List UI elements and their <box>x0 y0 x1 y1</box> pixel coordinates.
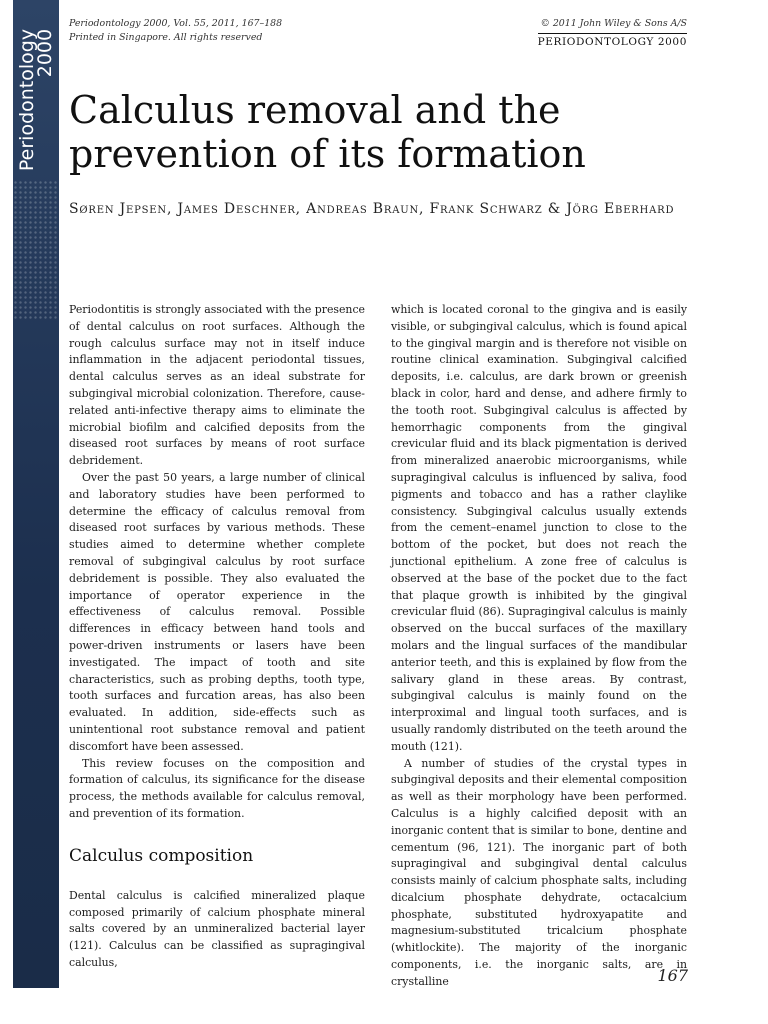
section-heading: Calculus composition <box>69 845 254 866</box>
citation: Periodontology 2000, Vol. 55, 2011, 167–188 <box>69 18 283 29</box>
left-column <box>69 302 365 972</box>
paragraph: which is located coronal to the gingiva and is easily visible, or subgingival calculus, which is found apical to the gingival margin and is therefore not visible on routine clinical examination. Subgingival calcified deposits, i.e. calculus, are dark brown or greenish black in color, hard and dense, and adhere firmly to the tooth root. Subgingival calculus is affected by hemorrhagic components from the gingival crevicular fluid and its black pigmentation is derived from mineralized anaerobic microorganisms, while supragingival calculus is influenced by saliva, food pigments and tobacco and has a rather claylike consistency. Subgingival calculus usually extends from the cement–enamel junction to close to the bottom of the pocket, but does not reach the junctional epithelium. A zone free of calculus is observed at the base of the pocket due to the fact that plaque growth is inhibited by the gingival crevicular fluid (86). Supragingival calculus is mainly observed on the buccal surfaces of the maxillary molars and the lingual surfaces of the mandibular anterior teeth, and this is explained by flow from the salivary gland in these areas. By contrast, subgingival calculus is mainly found on the interproximal and lingual tooth surfaces, and is usually randomly distributed on the teeth around the mouth (121). <box>391 303 687 753</box>
paragraph: Periodontitis is strongly associated with the presence of dental calculus on root surfaces. Although the rough calculus surface may not in itself induce inflammation in the adjacent periodontal tissues, dental calculus serves as an ideal substrate for subgingival microbial colonization. Therefore, cause-related anti-infective therapy aims to eliminate the microbial biofilm and calcified deposits from the diseased root surfaces by means of root surface debridement. <box>69 303 365 468</box>
page-number: 167 <box>657 966 688 985</box>
sidebar-halftone-pattern <box>13 180 59 320</box>
right-column <box>391 302 687 991</box>
printed-note: Printed in Singapore. All rights reserved <box>69 32 263 43</box>
paragraph: This review focuses on the composition and formation of calculus, its significance for the disease process, the methods available for calculus removal, and prevention of its formation. <box>69 756 365 820</box>
journal-brand <box>15 28 56 172</box>
paragraph: A number of studies of the crystal types in subgingival deposits and their elemental composition as well as their morphology have been performed. Calculus is a highly calcified deposit with an inorganic content that is similar to bone, dentine and cementum (96, 121). The inorganic part of both supragingival and subgingival dental calculus consists mainly of calcium phosphate salts, including dicalcium phosphate dehydrate, octacalcium phosphate, substituted hydroxyapatite and magnesium-substituted tricalcium phosphate (whitlockite). The majority of the inorganic components, i.e. the inorganic salts, are in crystalline <box>391 756 687 988</box>
paragraph: Over the past 50 years, a large number of clinical and laboratory studies have been performed to determine the efficacy of calculus removal from diseased root surfaces by various methods. These studies aimed to determine whether complete removal of subgingival calculus by root surface debridement is possible. They also evaluated the importance of operator experience in the effectiveness of calculus removal. Possible differences in efficacy between hand tools and power-driven instruments or lasers have been investigated. The impact of tooth and site characteristics, such as probing depths, tooth type, tooth surfaces and furcation areas, has also been evaluated. In addition, side-effects such as unintentional root substance removal and patient discomfort have been assessed. <box>69 470 365 753</box>
author-list: Søren Jepsen, James Deschner, Andreas Braun, Frank Schwarz & Jörg Eberhard <box>69 201 675 217</box>
journal-name: PERIODONTOLOGY 2000 <box>538 33 687 48</box>
copyright: © 2011 John Wiley & Sons A/S <box>540 18 687 29</box>
brand-line-2: 2000 <box>34 28 56 78</box>
journal-sidebar <box>13 0 59 988</box>
paragraph: Dental calculus is calcified mineralized plaque composed primarily of calcium phosphate mineral salts covered by an unmineralized bacterial layer (121). Calculus can be classified as supragingival calculus, <box>69 888 365 969</box>
article-title: Calculus removal and the prevention of its formation <box>69 88 586 176</box>
brand-line-1: Periodontology <box>15 28 38 172</box>
header-left <box>69 17 282 45</box>
